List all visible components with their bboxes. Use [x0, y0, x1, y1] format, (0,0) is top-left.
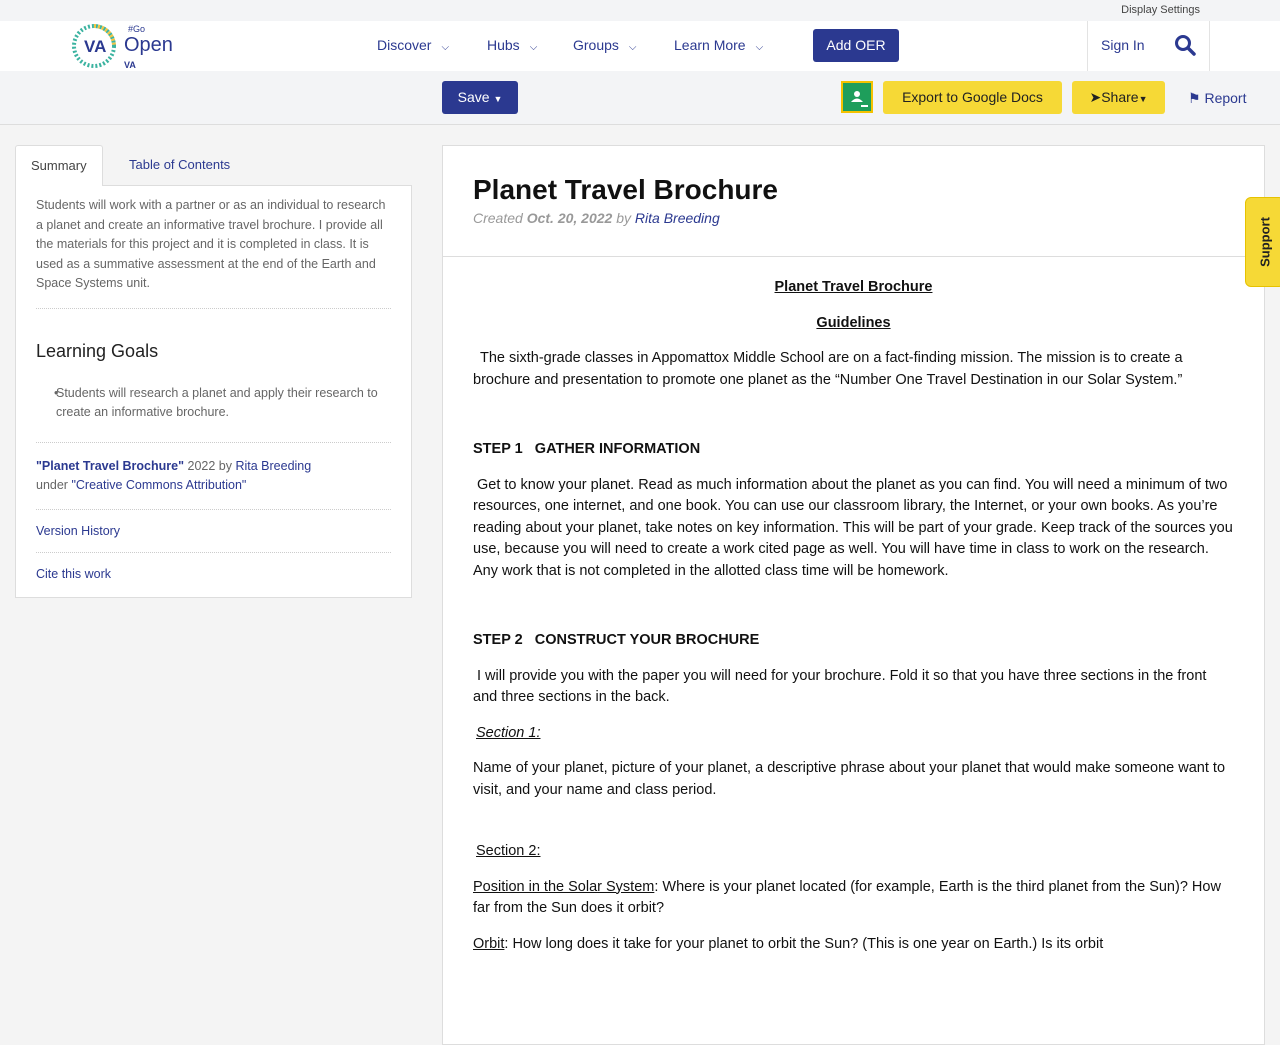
svg-text:VA: VA	[124, 60, 136, 70]
nav-learn-more[interactable]	[674, 37, 763, 53]
google-classroom-icon	[843, 83, 871, 111]
version-history-link[interactable]: Version History	[36, 523, 121, 538]
caret-down-icon: ▼	[1138, 94, 1148, 104]
nav-hubs[interactable]	[487, 37, 537, 53]
page-title: Planet Travel Brochure	[473, 174, 779, 205]
svg-text:#Go: #Go	[128, 24, 146, 34]
report-link[interactable]	[1188, 90, 1246, 107]
year: 2022 by	[184, 458, 236, 473]
created-date: Oct. 20, 2022	[526, 210, 613, 226]
step1-heading: STEP 1 GATHER INFORMATION	[473, 441, 701, 457]
document-body	[443, 257, 1264, 989]
main-nav	[0, 21, 1280, 71]
step2-paragraph: I will provide you with the paper you will need for your brochure. Fold it so that you have three sections in the front and three sections in the back.	[473, 667, 1207, 705]
section2-heading: Section 2:	[476, 843, 541, 859]
tab-summary[interactable]: Summary	[15, 145, 103, 186]
save-button[interactable]	[442, 81, 518, 114]
utility-bar	[0, 0, 1280, 21]
display-settings-link[interactable]: Display Settings	[1121, 4, 1200, 16]
sidebar	[15, 145, 412, 598]
report-label: Report	[1204, 90, 1247, 106]
guidelines-heading: Guidelines	[816, 314, 891, 331]
nav-label: Groups	[573, 37, 619, 53]
nav-label: Learn More	[674, 37, 746, 53]
doc-title: Planet Travel Brochure	[774, 279, 933, 295]
chevron-down-icon: ⌵	[529, 42, 538, 53]
orbit-text: : How long does it take for your planet to orbit the Sun? (This is one year on Earth.) Is its orbit	[504, 935, 1104, 952]
logo[interactable]	[70, 22, 180, 70]
license-link[interactable]: "Creative Commons Attribution"	[71, 477, 247, 492]
sign-in-link[interactable]: Sign In	[1101, 37, 1145, 53]
export-google-docs-button[interactable]: Export to Google Docs	[883, 81, 1062, 114]
share-button[interactable]	[1072, 81, 1165, 114]
resource-link[interactable]: "Planet Travel Brochure"	[36, 458, 185, 473]
position-label: Position in the Solar System	[473, 878, 655, 895]
attribution	[36, 443, 391, 510]
position-text: : Where is your planet located (for example, Earth is the third planet from the Sun)? How far from the Sun does it orbit?	[473, 878, 1221, 916]
orbit-label: Orbit	[473, 935, 505, 952]
share-label: Share	[1101, 89, 1139, 105]
support-tab[interactable]	[1245, 197, 1280, 287]
author-link[interactable]: Rita Breeding	[634, 210, 720, 226]
resource-content	[442, 145, 1265, 1045]
add-oer-button[interactable]: Add OER	[813, 29, 899, 62]
learning-goals-heading: Learning Goals	[36, 340, 159, 361]
summary-panel	[15, 185, 412, 598]
goopenva-logo-icon	[70, 22, 180, 70]
intro-paragraph: The sixth-grade classes in Appomattox Middle School are on a fact-finding mission. The mission is to create a brochure and presentation to promote one planet as the “Number One Travel Destination in our Solar System.”	[473, 350, 1183, 388]
svg-text:Open: Open	[124, 34, 173, 56]
resource-toolbar	[0, 71, 1280, 125]
author-link[interactable]: Rita Breeding	[235, 458, 312, 473]
nav-groups[interactable]	[573, 37, 637, 53]
chevron-down-icon: ⌵	[755, 42, 764, 53]
svg-text:VA: VA	[84, 37, 107, 56]
chevron-down-icon: ⌵	[441, 42, 450, 53]
share-icon: ➤	[1089, 89, 1102, 105]
step2-heading: STEP 2 CONSTRUCT YOUR BROCHURE	[473, 632, 760, 648]
section1-heading: Section 1:	[476, 724, 541, 741]
flag-icon: ⚑	[1188, 90, 1201, 106]
save-label: Save	[457, 89, 490, 105]
learning-goal-item: • Students will research a planet and apply their research to create an informative brochure.	[56, 384, 391, 422]
google-classroom-button[interactable]	[841, 81, 873, 113]
under-label: under	[36, 477, 72, 492]
created-meta: Created Oct. 20, 2022 by Rita Breeding	[473, 210, 720, 226]
support-label: Support	[1257, 217, 1273, 267]
section1-paragraph: Name of your planet, picture of your planet, a descriptive phrase about your planet that would make someone want to visit, and your name and class period.	[473, 760, 1226, 798]
cite-work-link[interactable]: Cite this work	[36, 566, 112, 581]
search-icon[interactable]	[1174, 34, 1196, 61]
nav-label: Hubs	[487, 37, 520, 53]
summary-text: Students will work with a partner or as an individual to research a planet and create an informative travel brochure. I provide all the materials for this project and it is completed in class. It is used as a summative assessment at the end of the Earth and Space Systems unit.	[36, 196, 391, 309]
caret-down-icon: ▼	[493, 94, 503, 104]
account-area	[1087, 21, 1210, 71]
nav-discover[interactable]	[377, 37, 449, 53]
tab-table-of-contents[interactable]: Table of Contents	[129, 157, 231, 172]
nav-label: Discover	[377, 37, 432, 53]
step1-paragraph: Get to know your planet. Read as much information about the planet as you can find. You will need a minimum of two resources, one internet, and one book. You can use our classroom library, the Internet, or your own books. As you’re reading about your planet, take notes on key information. This will be part of your grade. Keep track of the sources you use, because you will need to create a work cited page as well. You will have time in class to work on the research. Any work that is not completed in the allotted class time will be homework.	[473, 476, 1233, 579]
chevron-down-icon: ⌵	[628, 42, 637, 53]
